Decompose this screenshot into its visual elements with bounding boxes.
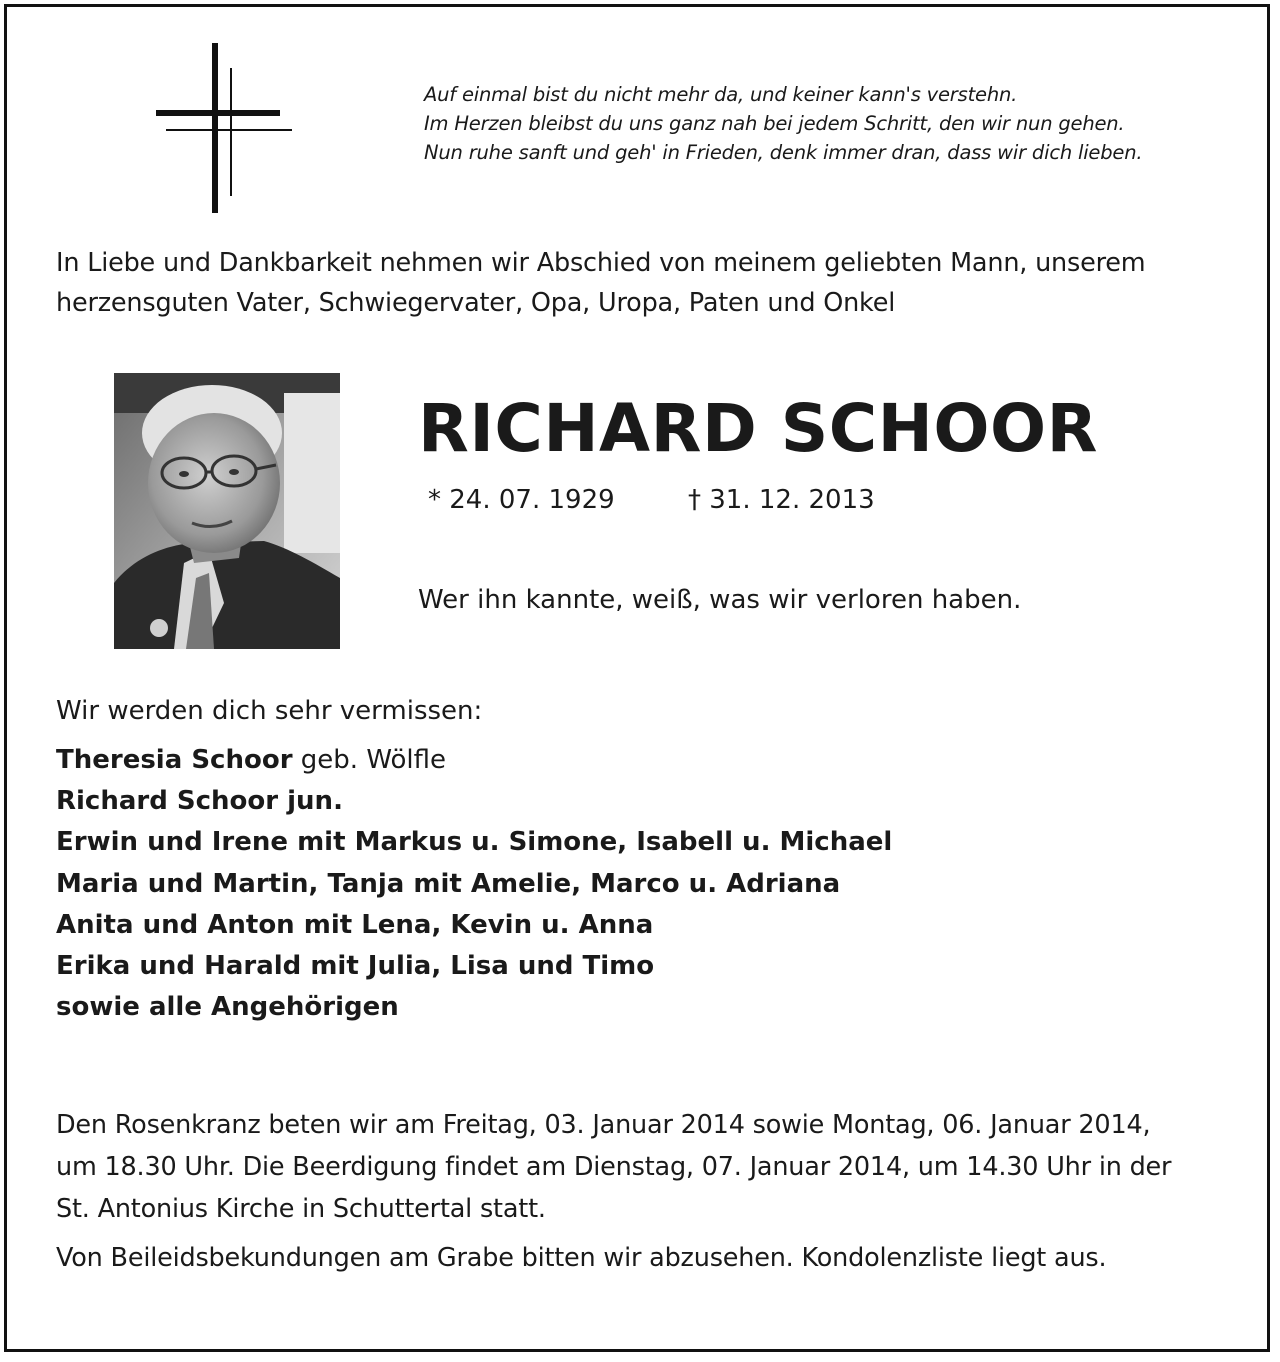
- mourner-name: Anita und Anton mit Lena, Kevin u. Anna: [56, 909, 654, 940]
- condolence-note: Von Beileidsbekundungen am Grabe bitten wir abzusehen. Kondolenzliste liegt aus.: [56, 1243, 1107, 1273]
- service-details: [56, 1104, 1231, 1230]
- mourner-suffix: geb. Wölfle: [292, 745, 447, 775]
- deceased-name: RICHARD SCHOOR: [418, 390, 1098, 467]
- intro-line: In Liebe und Dankbarkeit nehmen wir Abschied von meinem geliebten Mann, unserem: [56, 248, 1146, 278]
- memorial-quote: Wer ihn kannte, weiß, was wir verloren haben.: [418, 585, 1022, 615]
- mourner-line: [56, 864, 892, 905]
- death-date: † 31. 12. 2013: [688, 485, 875, 515]
- mourner-line: [56, 740, 892, 781]
- mourners-list: [56, 740, 892, 1028]
- poem: [424, 80, 1254, 167]
- mourner-name: Richard Schoor jun.: [56, 786, 343, 817]
- cross-icon: [150, 40, 300, 220]
- poem-line: Im Herzen bleibst du uns ganz nah bei jedem Schritt, den wir nun gehen.: [424, 112, 1125, 135]
- poem-line: Auf einmal bist du nicht mehr da, und keiner kann's verstehn.: [424, 83, 1018, 106]
- service-line: Den Rosenkranz beten wir am Freitag, 03. Januar 2014 sowie Montag, 06. Januar 2014,: [56, 1110, 1151, 1140]
- mourner-line: [56, 905, 892, 946]
- service-line: um 18.30 Uhr. Die Beerdigung findet am Dienstag, 07. Januar 2014, um 14.30 Uhr in der: [56, 1152, 1172, 1182]
- intro-line: herzensguten Vater, Schwiegervater, Opa, Uropa, Paten und Onkel: [56, 288, 896, 318]
- mourner-name: Erika und Harald mit Julia, Lisa und Timo: [56, 951, 655, 982]
- mourner-line: [56, 946, 892, 987]
- mourner-name: Theresia Schoor: [56, 745, 293, 775]
- mourner-line: [56, 987, 892, 1028]
- poem-line: Nun ruhe sanft und geh' in Frieden, denk immer dran, dass wir dich lieben.: [424, 141, 1143, 164]
- intro-text: [56, 243, 1226, 323]
- mourner-line: [56, 822, 892, 863]
- service-line: St. Antonius Kirche in Schuttertal statt.: [56, 1194, 546, 1224]
- mourners-heading: Wir werden dich sehr vermissen:: [56, 696, 483, 726]
- mourner-name: Erwin und Irene mit Markus u. Simone, Isabell u. Michael: [56, 827, 893, 858]
- mourner-line: [56, 781, 892, 822]
- portrait-photo: [114, 373, 340, 649]
- birth-date: * 24. 07. 1929: [428, 485, 615, 515]
- mourner-name: sowie alle Angehörigen: [56, 992, 399, 1023]
- mourner-name: Maria und Martin, Tanja mit Amelie, Marco u. Adriana: [56, 868, 841, 899]
